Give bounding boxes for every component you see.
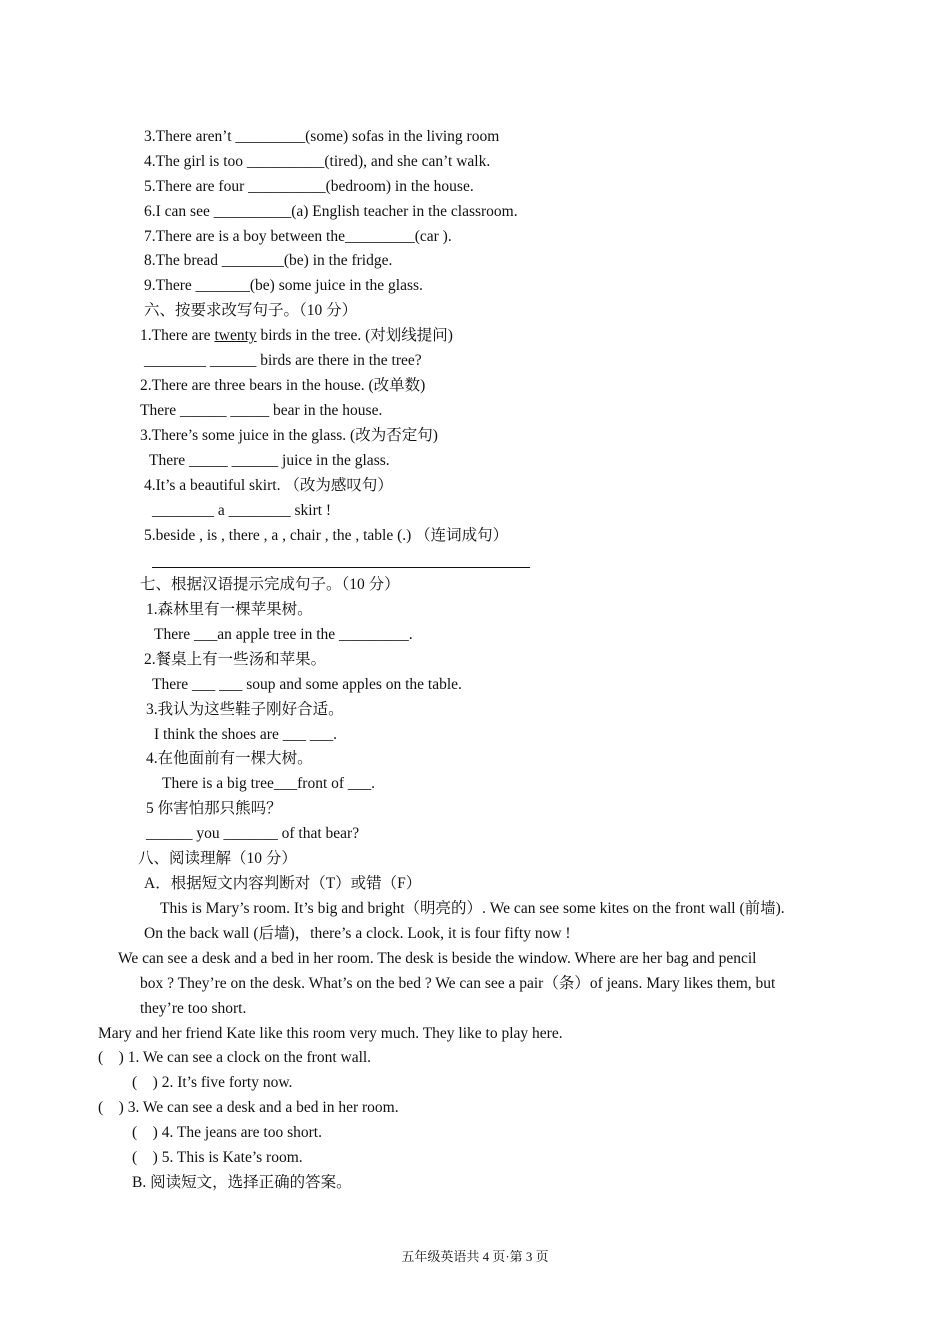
q5-9: 9.There _______(be) some juice in the glass.: [144, 277, 423, 294]
q6-3: 3.There’s some juice in the glass. (改为否定句): [140, 427, 438, 444]
q7-3-answer: I think the shoes are ___ ___.: [154, 726, 337, 743]
q6-2-answer: There ______ _____ bear in the house.: [140, 402, 383, 419]
passage-line-1: This is Mary’s room. It’s big and bright（明亮的）. We can see some kites on the front wall (前墙).: [160, 900, 785, 917]
q5-6: 6.I can see __________(a) English teacher in the classroom.: [144, 203, 518, 220]
q6-1-post: birds in the tree. (对划线提问): [256, 327, 453, 344]
q5-5: 5.There are four __________(bedroom) in the house.: [144, 178, 474, 195]
q6-1: [140, 326, 453, 346]
q5-8: 8.The bread ________(be) in the fridge.: [144, 252, 393, 269]
tf-question-1: ( ) 1. We can see a clock on the front wall.: [98, 1049, 372, 1066]
section-8-heading: 八、阅读理解（10 分）: [138, 850, 297, 867]
q6-1-answer: ________ ______ birds are there in the tree?: [144, 352, 422, 369]
q6-2: 2.There are three bears in the house. (改单数): [140, 377, 426, 394]
q6-1-underlined: twenty: [214, 327, 257, 344]
q6-4: 4.It’s a beautiful skirt. （改为感叹句）: [144, 477, 393, 494]
q7-1: 1.森林里有一棵苹果树。: [146, 601, 313, 618]
passage-line-5: they’re too short.: [140, 1000, 247, 1017]
q7-2: 2.餐桌上有一些汤和苹果。: [144, 651, 327, 668]
q6-3-answer: There _____ ______ juice in the glass.: [149, 452, 390, 469]
q6-4-answer: ________ a ________ skirt !: [152, 502, 332, 519]
q5-3: 3.There aren’t _________(some) sofas in the living room: [144, 128, 500, 145]
passage-line-6: Mary and her friend Kate like this room very much. They like to play here.: [98, 1025, 563, 1042]
q6-5: 5.beside , is , there , a , chair , the , table (.) （连词成句）: [144, 527, 509, 544]
q5-4: 4.The girl is too __________(tired), and she can’t walk.: [144, 153, 491, 170]
q7-4-answer: There is a big tree___front of ___.: [162, 775, 376, 792]
q7-5-answer: ______ you _______ of that bear?: [146, 825, 360, 842]
q6-5-answer-line: [152, 567, 530, 568]
part-a-instruction: A．根据短文内容判断对（T）或错（F）: [144, 875, 422, 892]
page-footer: 五年级英语共 4 页·第 3 页: [401, 1249, 549, 1264]
tf-question-2: ( ) 2. It’s five forty now.: [132, 1074, 293, 1091]
q7-2-answer: There ___ ___ soup and some apples on the table.: [152, 676, 462, 693]
passage-line-4: box ? They’re on the desk. What’s on the bed ? We can see a pair（条）of jeans. Mary likes them, but: [140, 975, 776, 992]
q6-1-pre: 1.There are: [140, 327, 215, 344]
section-7-heading: 七、根据汉语提示完成句子。（10 分）: [140, 576, 400, 593]
passage-line-3: We can see a desk and a bed in her room. The desk is beside the window. Where are her bag and pencil: [118, 950, 757, 967]
q7-5: 5 你害怕那只熊吗？: [146, 800, 282, 817]
passage-line-2: On the back wall (后墙)，there’s a clock. Look, it is four fifty now !: [144, 925, 571, 942]
tf-question-5: ( ) 5. This is Kate’s room.: [132, 1149, 303, 1166]
q7-4: 4.在他面前有一棵大树。: [146, 750, 313, 767]
part-b-instruction: B. 阅读短文，选择正确的答案。: [132, 1174, 352, 1191]
q7-3: 3.我认为这些鞋子刚好合适。: [146, 701, 344, 718]
q7-1-answer: There ___an apple tree in the _________.: [154, 626, 413, 643]
section-6-heading: 六、按要求改写句子。（10 分）: [144, 302, 358, 319]
q5-7: 7.There are is a boy between the_________(car ).: [144, 228, 452, 245]
tf-question-4: ( ) 4. The jeans are too short.: [132, 1124, 322, 1141]
tf-question-3: ( ) 3. We can see a desk and a bed in her room.: [98, 1099, 399, 1116]
